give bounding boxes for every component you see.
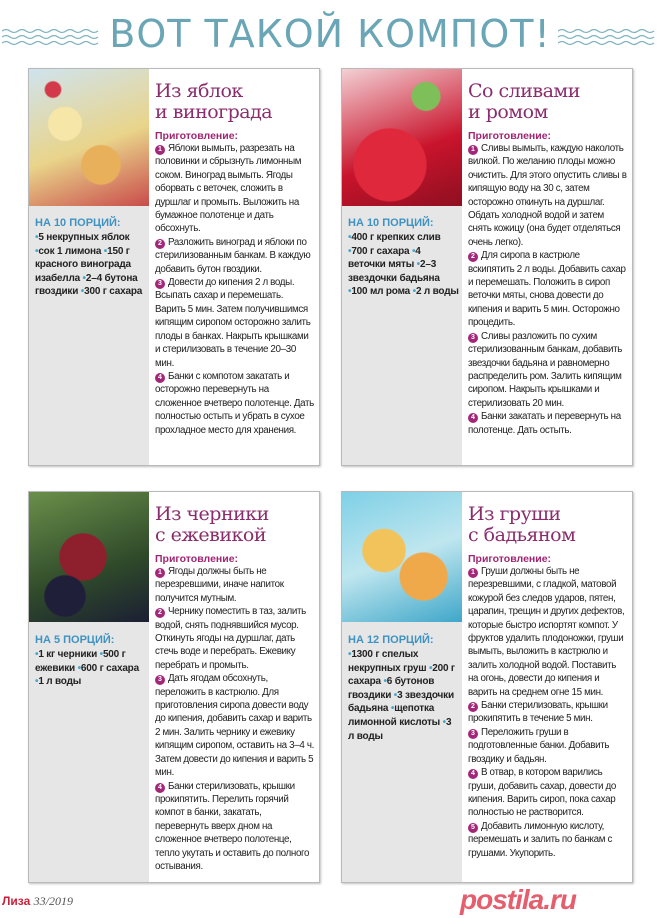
ingredient-text: 1 кг черники [38,649,98,660]
ingredients-list [35,231,147,299]
portions-heading: НА 12 ПОРЦИЙ: [348,634,434,646]
ingredient-item [348,286,410,297]
ingredient-text: 1 л воды [38,676,82,688]
bullet-icon: • [412,286,416,298]
prep-step [468,410,627,437]
step-number-icon: 3 [155,279,165,289]
prep-heading: Приготовление: [155,130,239,142]
ingredients-block [35,217,147,299]
wave-decoration-right [558,26,658,48]
ingredients-list [348,231,460,299]
ingredient-text: щепотка лимонной кислоты [348,703,441,728]
ingredient-text: 100 мл рома [351,286,411,298]
prep-step [468,330,627,410]
recipe-title [468,504,627,546]
ingredient-item [35,232,129,243]
recipe-photo [342,69,462,206]
footer [2,894,73,909]
bullet-icon: • [383,676,387,688]
ingredients-list [35,648,147,689]
step-text: Ягоды должны быть не перезревшими, иначе напиток получится мутным. [155,566,284,604]
magazine-name: Лиза [2,894,31,908]
step-number-icon: 4 [468,769,478,779]
recipe-photo [29,69,149,206]
ingredient-item [81,286,142,297]
ingredient-text: 2–4 бутона гвоздики [35,272,138,298]
recipe-title-line: Из груши [468,503,561,525]
bullet-icon: • [428,662,433,674]
recipe-title-line: с бадьяном [468,524,576,546]
step-text: Яблоки вымыть, разрезать на половинки и сбрызнуть лимонным соком. Виноград вымыть. Ягоды оборвать с веточек, сложить в дуршлаг и промыть. Выложить на бумажное полотенце и дать обсохнуть. [155,143,302,235]
prep-heading: Приготовление: [155,553,239,565]
prep-heading: Приготовление: [468,553,552,565]
ingredient-item [35,649,97,660]
portions-heading: НА 10 ПОРЦИЙ: [348,217,434,229]
prep-step [155,276,314,370]
ingredients-list [348,648,460,743]
step-number-icon: 1 [155,568,165,578]
step-text: Для сиропа в кастрюле вскипятить 2 л воды. Добавить сахар и перемешать. Положить в сироп веточки мяты, снова довести до кипения и варить 5 мин. Осторожно процедить. [468,250,626,329]
issue-number: 33/2019 [33,894,73,908]
step-number-icon: 1 [468,145,478,155]
step-text: Банки стерилизовать, крышки прокипятить. Перелить горячий компот в банки, закатать, перевернуть вверх дном на сложенное вчетверо полотенце, тепло укутать и оставить до полного остывания. [155,780,310,872]
ingredient-item [348,649,426,674]
step-number-icon: 3 [468,729,478,739]
bullet-icon: • [348,649,352,660]
recipe-title-line: с ежевикой [155,524,266,546]
bullet-icon: • [442,716,446,728]
step-number-icon: 2 [155,239,165,249]
bullet-icon: • [103,245,108,257]
recipe-title-line: и винограда [155,101,273,123]
bullet-icon: • [77,662,81,674]
step-number-icon: 2 [155,608,165,618]
watermark-logo: postila.ru [460,884,577,915]
ingredient-text: 1300 г спелых некрупных груш [348,649,427,674]
bullet-icon: • [35,232,39,243]
bullet-icon: • [35,676,39,688]
recipe-title-line: Со сливами [468,80,580,102]
prep-step [468,249,627,329]
bullet-icon: • [99,649,103,660]
prep-step [155,142,314,236]
recipe-body [155,81,314,437]
recipe-card [28,68,320,466]
ingredient-item [348,232,441,243]
ingredient-text: 600 г сахара [80,662,139,674]
ingredient-text: 2–3 звездочки бадьяна [348,259,440,284]
ingredient-text: 6 бутонов гвоздики [348,676,435,701]
ingredient-item [35,246,101,257]
prep-step [155,605,314,672]
page-header [105,6,555,62]
step-text: Чернику поместить в таз, залить водой, снять поднявшийся мусор. Откинуть ягоды на дуршлаг, дать стечь воде и перебрать. Ежевику перебрать и промыть. [155,606,306,671]
bullet-icon: • [348,286,352,298]
recipe-title [468,81,627,123]
recipe-title-line: Из яблок [155,80,243,102]
ingredient-text: 4 веточки мяты [348,245,421,271]
ingredients-block [348,217,460,299]
prep-step [468,699,627,726]
recipe-body [468,504,627,860]
recipe-body [468,81,627,437]
step-number-icon: 1 [155,145,165,155]
portions-heading: НА 5 ПОРЦИЙ: [35,634,115,646]
recipe-card [28,491,320,883]
ingredient-text: 200 г сахара [348,662,455,688]
recipe-title-line: Из черники [155,503,269,525]
step-text: Груши должны быть не перезревшими, с гладкой, матовой кожурой без следов ударов, пятен, царапин, трещин и других дефектов, которые быстро испортят компот. У фруктов удалить плодоножки, груши вымыть, выложить в кастрюлю и залить холодной водой. Поставить на огонь, довести до кипения и варить на среднем огне 15 мин. [468,566,625,698]
recipe-photo [29,492,149,622]
ingredient-item [35,676,81,687]
bullet-icon: • [390,703,395,715]
ingredient-item [413,286,459,297]
step-number-icon: 3 [155,675,165,685]
bullet-icon: • [416,259,420,271]
step-number-icon: 1 [468,568,478,578]
ingredients-block [348,634,460,743]
prep-step [155,780,314,874]
recipe-title [155,504,314,546]
prep-step [468,565,627,699]
prep-heading: Приготовление: [468,130,552,142]
step-number-icon: 5 [468,823,478,833]
ingredient-text: 150 г красного винограда изабелла [35,245,131,284]
bullet-icon: • [411,245,416,257]
ingredient-text: 3 звездочки бадьяна [348,689,454,715]
step-text: Довести до кипения 2 л воды. Всыпать сахар и перемешать. Варить 5 мин. Затем получившимся кипящим сиропом осторожно залить плоды в банках. Накрыть крышками и стерилизовать в течение 20–30 мин. [155,277,311,369]
ingredient-text: сок 1 лимона [38,245,102,257]
step-text: Банки с компотом закатать и осторожно перевернуть на сложенное вчетверо полотенце. Дать полностью остыть и убрать в сухое прохладное место для хранения. [155,370,314,436]
recipe-card [341,68,633,466]
portions-heading: НА 10 ПОРЦИЙ: [35,217,121,229]
step-text: Банки стерилизовать, крышки прокипятить в течение 5 мин. [468,700,608,725]
bullet-icon: • [35,245,39,257]
wave-decoration-left [2,26,102,48]
ingredient-text: 3 л воды [348,716,452,742]
step-text: Дать ягодам обсохнуть, переложить в кастрюлю. Для приготовления сиропа довести воду до кипения, добавить сахар и варить 2 мин. Залить чернику и ежевику кипящим сиропом, оставить на 3–4 ч. Затем довести до кипения и варить 5 мин. [155,673,314,779]
step-text: Сливы вымыть, каждую наколоть вилкой. По желанию плоды можно очистить. Для этого опустить сливы в кипящую воду на 30 с, затем осторожно откинуть на дуршлаг. Обдать холодной водой и затем снять кожицу (она будет отделяться очень легко). [468,143,627,248]
step-number-icon: 4 [468,413,478,423]
step-text: Сливы разложить по сухим стерилизованным банкам, добавить звездочки бадьяна и равномерно распределить ром. Залить кипящим сиропом. Накрыть крышками и стерилизовать 20 мин. [468,330,622,409]
step-text: Добавить лимонную кислоту, перемешать и залить по банкам с грушами. Укупорить. [468,820,613,859]
ingredient-text: 2 л воды [415,286,459,298]
recipe-body [155,504,314,873]
step-number-icon: 2 [468,702,478,712]
step-number-icon: 4 [155,783,165,793]
prep-step [468,726,627,766]
page-title: ВОТ ТАКОЙ КОМПОТ! [109,12,551,56]
step-number-icon: 4 [155,373,165,383]
bullet-icon: • [348,245,352,257]
step-text: Банки закатать и перевернуть на полотенце. Дать остыть. [468,411,621,436]
recipe-photo [342,492,462,622]
step-text: Разложить виноград и яблоки по стерилизованным банкам. В каждую добавить бутон гвоздики. [155,236,311,275]
ingredients-block [35,634,147,689]
step-text: Переложить груши в подготовленные банки. Добавить гвоздику и бадьян. [468,726,610,765]
ingredient-text: 700 г сахара [351,245,410,257]
ingredient-text: 300 г сахара [84,286,143,298]
prep-step [468,820,627,860]
recipe-title-line: и ромом [468,101,548,123]
ingredient-text: 500 г ежевики [35,649,126,674]
prep-step [155,236,314,276]
ingredient-text: 5 некрупных яблок [38,232,130,243]
recipe-title [155,81,314,123]
prep-step [155,672,314,779]
step-text: В отвар, в котором варились груши, добавить сахар, довести до кипения. Варить сироп, пока сахар полностью не растворится. [468,767,616,819]
prep-step [468,766,627,820]
recipe-card [341,491,633,883]
prep-step [468,142,627,249]
prep-step [155,370,314,437]
ingredient-item [348,246,409,257]
bullet-icon: • [393,689,398,701]
step-number-icon: 2 [468,252,478,262]
ingredient-text: 400 г крепких слив [351,232,441,243]
prep-step [155,565,314,605]
bullet-icon: • [35,649,39,660]
step-number-icon: 3 [468,333,478,343]
ingredient-item [78,663,139,674]
bullet-icon: • [348,232,352,243]
bullet-icon: • [82,272,86,284]
bullet-icon: • [80,286,85,298]
